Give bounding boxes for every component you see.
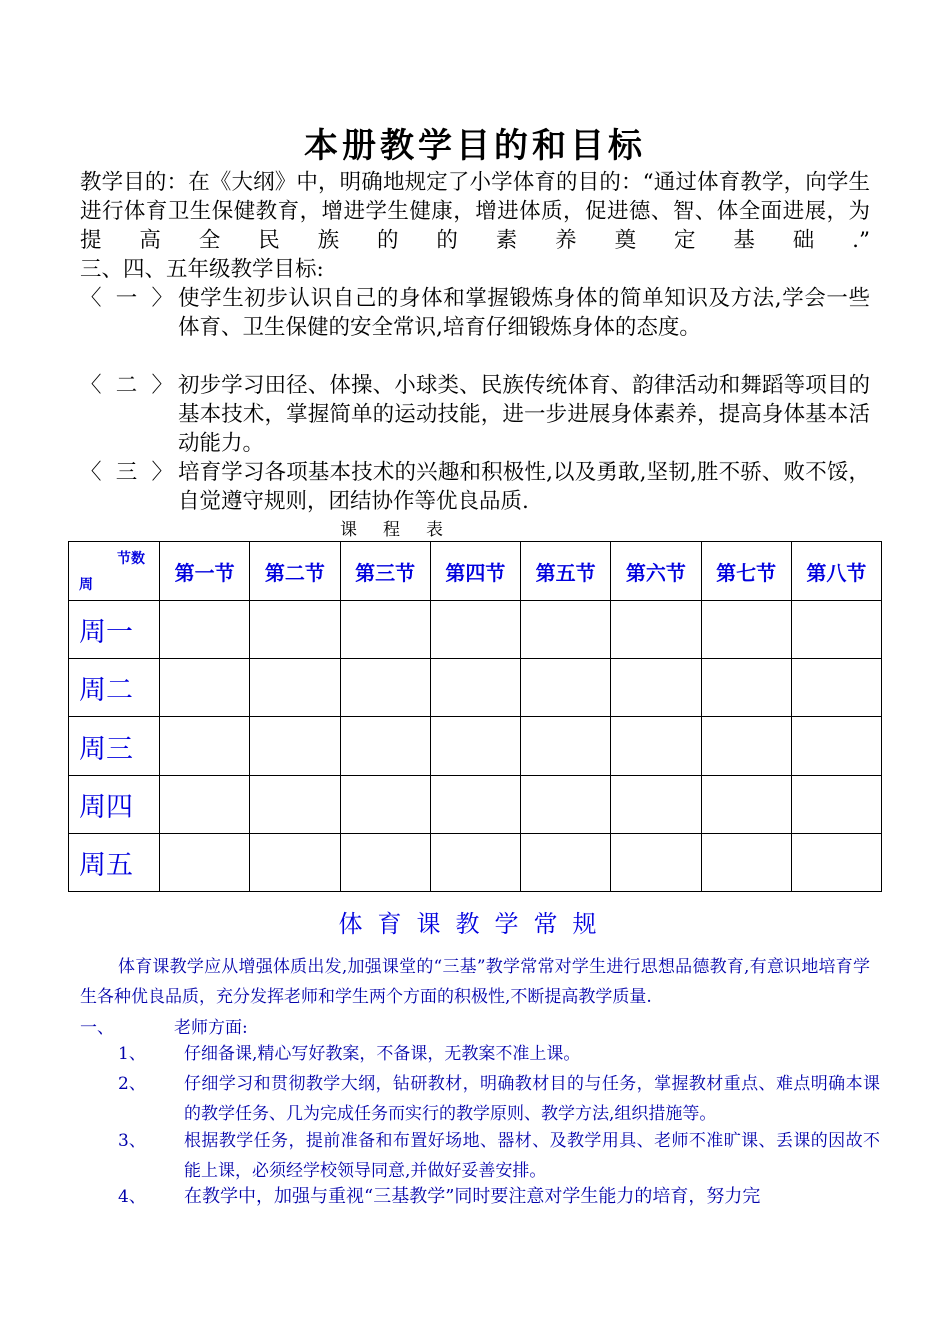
teacher-subheading [80,1013,248,1038]
timetable-cell [250,659,340,717]
timetable-cell [611,833,701,891]
timetable-cell [521,601,611,659]
timetable-corner-cell [69,542,160,601]
timetable-cell [250,833,340,891]
timetable-cell [521,717,611,775]
day-label: 周五 [69,833,160,891]
period-header: 第五节 [521,542,611,601]
period-header: 第三节 [340,542,430,601]
item-text: 仔细学习和贯彻教学大纲，钻研教材，明确教材目的与任务，掌握教材重点、难点明确本课的教学任务、几为完成任务而实行的教学原则、教学方法,组织措施等。 [184,1074,880,1124]
timetable-cell [611,717,701,775]
timetable-cell [250,775,340,833]
timetable-cell [430,833,520,891]
period-header: 第四节 [430,542,520,601]
day-label: 周三 [69,717,160,775]
item-number: 4、 [118,1187,146,1207]
timetable-cell [701,659,791,717]
timetable-cell [611,659,701,717]
goal-number: 〈三〉 [80,460,175,485]
timetable-cell [340,717,430,775]
section-title: 体育课教学常规 [338,910,612,938]
list-item [80,1039,880,1069]
goal-item [80,371,870,458]
timetable-cell [160,717,250,775]
timetable-cell [250,601,340,659]
timetable-cell [340,775,430,833]
timetable-cell [791,775,881,833]
timetable-caption: 课程表 [340,520,469,540]
timetable-cell [701,775,791,833]
period-header: 第七节 [701,542,791,601]
table-row [69,775,882,833]
timetable-cell [611,775,701,833]
goal-number: 〈一〉 [80,286,175,311]
timetable-cell [611,601,701,659]
timetable [68,541,882,892]
list-item [80,1069,880,1129]
subheading-number: 一、 [80,1018,114,1038]
table-row [69,833,882,891]
corner-week-label: 周 [79,577,93,594]
period-header: 第八节 [791,542,881,601]
timetable-cell [521,775,611,833]
table-row [69,601,882,659]
subheading-label: 老师方面: [174,1018,248,1038]
goal-item [80,458,870,516]
goal-text: 使学生初步认识自己的身体和掌握锻炼身体的简单知识及方法,学会一些体育、卫生保健的安全常识,培育仔细锻炼身体的态度。 [178,286,870,340]
timetable-cell [701,601,791,659]
timetable-cell [340,833,430,891]
timetable-cell [340,659,430,717]
timetable-cell [521,833,611,891]
timetable-cell [791,601,881,659]
item-number: 2、 [118,1074,146,1094]
list-item [80,1182,880,1212]
day-label: 周四 [69,775,160,833]
goals-heading: 三、四、五年级教学目标: [80,257,324,282]
timetable-cell [340,601,430,659]
timetable-cell [701,833,791,891]
timetable-cell [430,775,520,833]
goal-number: 〈二〉 [80,373,175,398]
day-label: 周一 [69,601,160,659]
section-intro-paragraph: 体育课教学应从增强体质出发,加强课堂的“三基”教学常常对学生进行思想品德教育,有意识地培育学生各种优良品质，充分发挥老师和学生两个方面的积极性,不断提高教学质量. [80,957,870,1007]
goal-text: 培育学习各项基本技术的兴趣和积极性,以及勇敢,坚韧,胜不骄、败不馁，自觉遵守规则，团结协作等优良品质. [178,460,870,514]
timetable-cell [430,601,520,659]
timetable-cell [430,717,520,775]
timetable-cell [160,833,250,891]
table-row [69,659,882,717]
timetable-cell [430,659,520,717]
timetable-cell [521,659,611,717]
item-number: 1、 [118,1044,146,1064]
timetable-cell [791,717,881,775]
item-number: 3、 [118,1131,146,1151]
table-row [69,717,882,775]
timetable-cell [791,659,881,717]
item-text: 仔细备课,精心写好教案，不备课，无教案不准上课。 [184,1044,581,1064]
item-text: 根据教学任务，提前准备和布置好场地、器材、及教学用具、老师不准旷课、丢课的因故不能上课，必须经学校领导同意,并做好妥善安排。 [184,1131,880,1181]
timetable-cell [250,717,340,775]
item-text: 在教学中，加强与重视“三基教学”同时要注意对学生能力的培育，努力完 [184,1186,761,1207]
timetable-cell [791,833,881,891]
timetable-cell [701,717,791,775]
page-title: 本册教学目的和目标 [304,126,646,166]
timetable-cell [160,775,250,833]
goal-item [80,284,870,342]
timetable-cell [160,659,250,717]
timetable-cell [160,601,250,659]
period-header: 第二节 [250,542,340,601]
corner-period-label: 节数 [117,551,145,568]
goal-text: 初步学习田径、体操、小球类、民族传统体育、韵律活动和舞蹈等项目的基本技术，掌握简单的运动技能，进一步进展身体素养，提高身体基本活动能力。 [178,373,870,456]
teaching-purpose-paragraph: 教学目的：在《大纲》中，明确地规定了小学体育的目的：“通过体育教学，向学生进行体育卫生保健教育，增进学生健康，增进体质，促进德、智、体全面进展，为提高全民族的的素养奠定基础.” [80,170,870,253]
period-header: 第一节 [160,542,250,601]
day-label: 周二 [69,659,160,717]
list-item [80,1126,880,1186]
period-header: 第六节 [611,542,701,601]
